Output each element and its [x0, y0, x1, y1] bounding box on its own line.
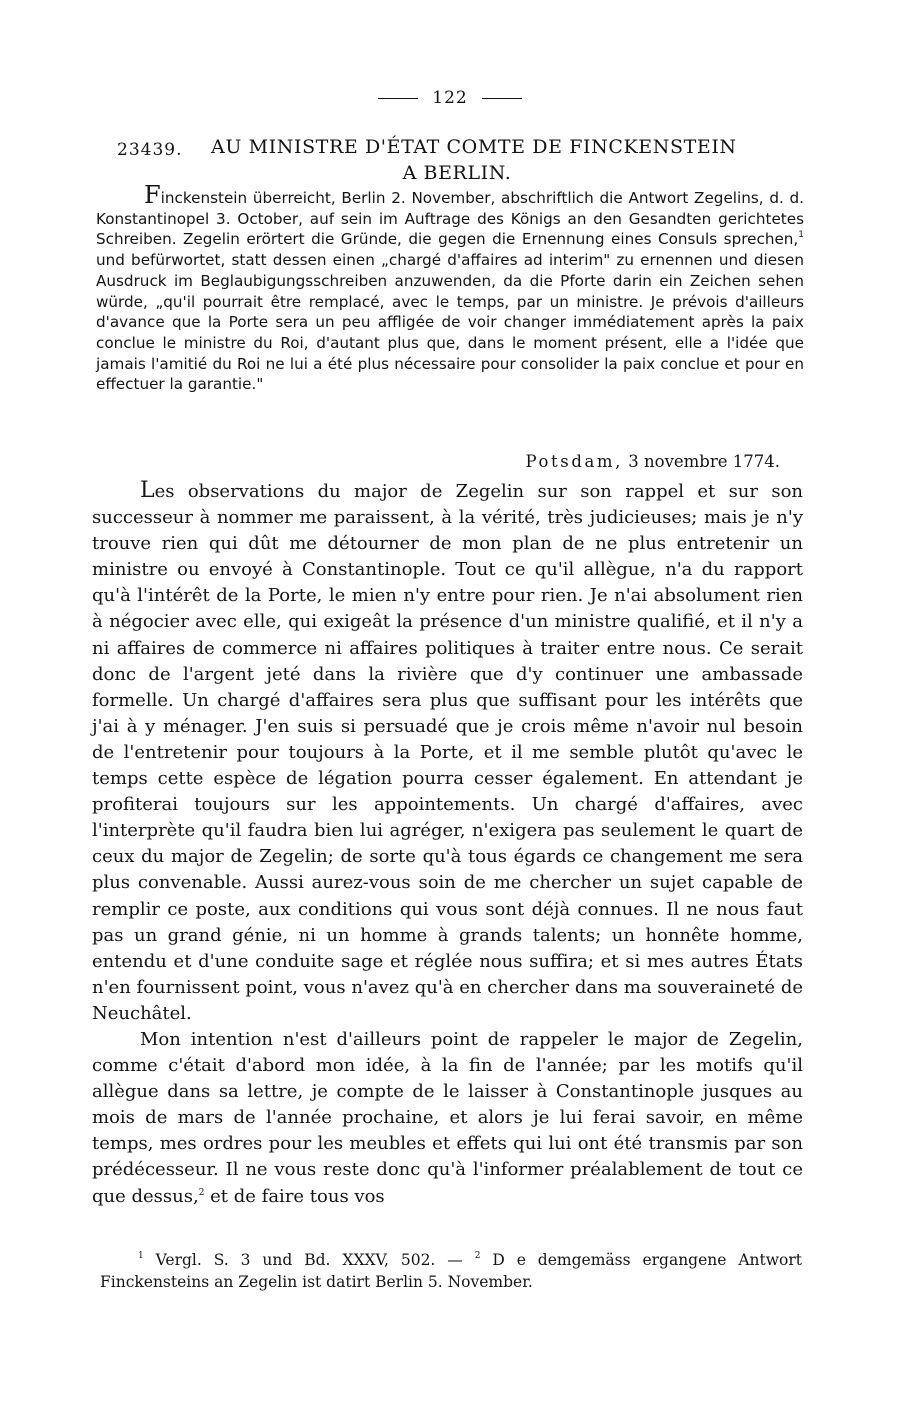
footnote-text [100, 1250, 802, 1293]
footnote-2-text: D e demgemäss ergangene Antwort Finckensteins an Zegelin ist datirt Berlin 5. November. [100, 1251, 803, 1291]
footnote-ref-2: 2 [198, 1187, 205, 1198]
letter-paragraph-1 [92, 478, 803, 1027]
page-number-text: 122 [432, 88, 468, 108]
page-number [0, 88, 900, 108]
footnote-2-marker: 2 [474, 1251, 481, 1261]
footnote-1-text: Vergl. S. 3 und Bd. XXXV, 502. — [143, 1251, 475, 1269]
paragraph-2-text-2: et de faire tous vos [204, 1185, 385, 1207]
footnote-ref-1: 1 [798, 230, 804, 241]
paragraph-1-text: es observations du major de Zegelin sur son rappel et sur son successeur à nommer me paraissent, à la vérité, très judicieuses; mais je n'y trouve rien qui dût me détourner de mon plan de ne plus entretenir un ministre ou envoyé à Constantinople. Tout ce qu'il allègue, n'a du rapport qu'à l'intérêt de la Porte, le mien n'y entre pour rien. Je n'ai absolument rien à négocier avec elle, qui exigeât la présence d'un ministre qualifié, et il n'y a ni affaires de commerce ni affaires politiques à traiter entre nous. Ce serait donc de l'argent jeté dans la rivière que d'y continuer une ambassade formelle. Un chargé d'affaires sera plus que suffisant pour les intérêts que j'ai à y ménager. J'en suis si persuadé que je crois même n'avoir nul besoin de l'entretenir pour toujours à la Porte, et il me semble plutôt qu'avec le temps cette espèce de légation pourra cesser également. En attendant je profiterai toujours sur les appointements. Un chargé d'affaires, avec l'interprète qu'il faudra bien lui agréger, n'exigera pas seulement le quart de ceux du major de Zegelin; de sorte qu'à tous égards ce changement me sera plus convenable. Aussi aurez-vous soin de me chercher un sujet capable de remplir ce poste, aux conditions qui vous sont déjà connues. Il ne nous faut pas un grand génie, ni un homme à grands talents; un honnête homme, entendu et d'une conduite sage et réglée nous suffira; et si mes autres États n'en fournissent point, vous n'avez qu'à en chercher dans ma souveraineté de Neuchâtel. [92, 481, 803, 1024]
document-title-line1: AU MINISTRE D'ÉTAT COMTE DE FINCKENSTEIN [211, 136, 737, 158]
dateline-place: Potsdam, [525, 452, 624, 471]
letter-paragraph-2 [92, 1027, 803, 1210]
dateline-date: 3 novembre 1774. [628, 452, 780, 471]
letter-body [92, 478, 803, 1210]
editorial-summary [96, 181, 804, 395]
paragraph-initial: L [140, 478, 155, 503]
paragraph-2-text-1: Mon intention n'est d'ailleurs point de rappeler le major de Zegelin, comme c'était d'abord mon idée, à la fin de l'année; par les motifs qu'il allègue dans sa lettre, je compte de le laisser à Constantinople jusques au mois de mars de l'année prochaine, et alors je lui ferai savoir, en même temps, mes ordres pour les meubles et effets qui lui ont été transmis par son prédécesseur. Il ne vous reste donc qu'à l'informer préalablement de tout ce que dessus, [92, 1028, 803, 1207]
footnotes [100, 1250, 802, 1293]
summary-text-2: und befürwortet, statt dessen einen „chargé d'affaires ad interim" zu ernennen und diesen Ausdruck im Beglaubigungsschreiben anzuwenden, da die Pforte darin ein Zeichen sehen würde, „qu'il pourrait être remplacé, avec le temps, par un ministre. Je prévois d'ailleurs d'avance que la Porte sera un peu affligée de voir changer immédiatement après la paix conclue le ministre du Roi, d'autant plus que, dans le moment présent, elle a l'idée que jamais l'amitié du Roi ne lui a été plus nécessaire pour consolider la paix conclue et pour en effectuer la garantie." [96, 251, 804, 394]
left-rule [378, 98, 418, 99]
footnote-1-marker: 1 [138, 1251, 144, 1261]
document-number: 23439. [117, 140, 183, 160]
summary-initial: F [144, 181, 161, 209]
right-rule [482, 98, 522, 99]
dateline [0, 452, 780, 471]
document-title-line2: A BERLIN. [402, 162, 512, 184]
summary-text-1: inckenstein überreicht, Berlin 2. November, abschriftlich die Antwort Zegelins, d. d. Konstantinopel 3. October, auf sein im Auftrage des Königs an den Gesandten gerichtetes Schreiben. Zegelin erörtert die Gründe, die gegen die Ernennung eines Consuls sprechen, [96, 189, 804, 249]
